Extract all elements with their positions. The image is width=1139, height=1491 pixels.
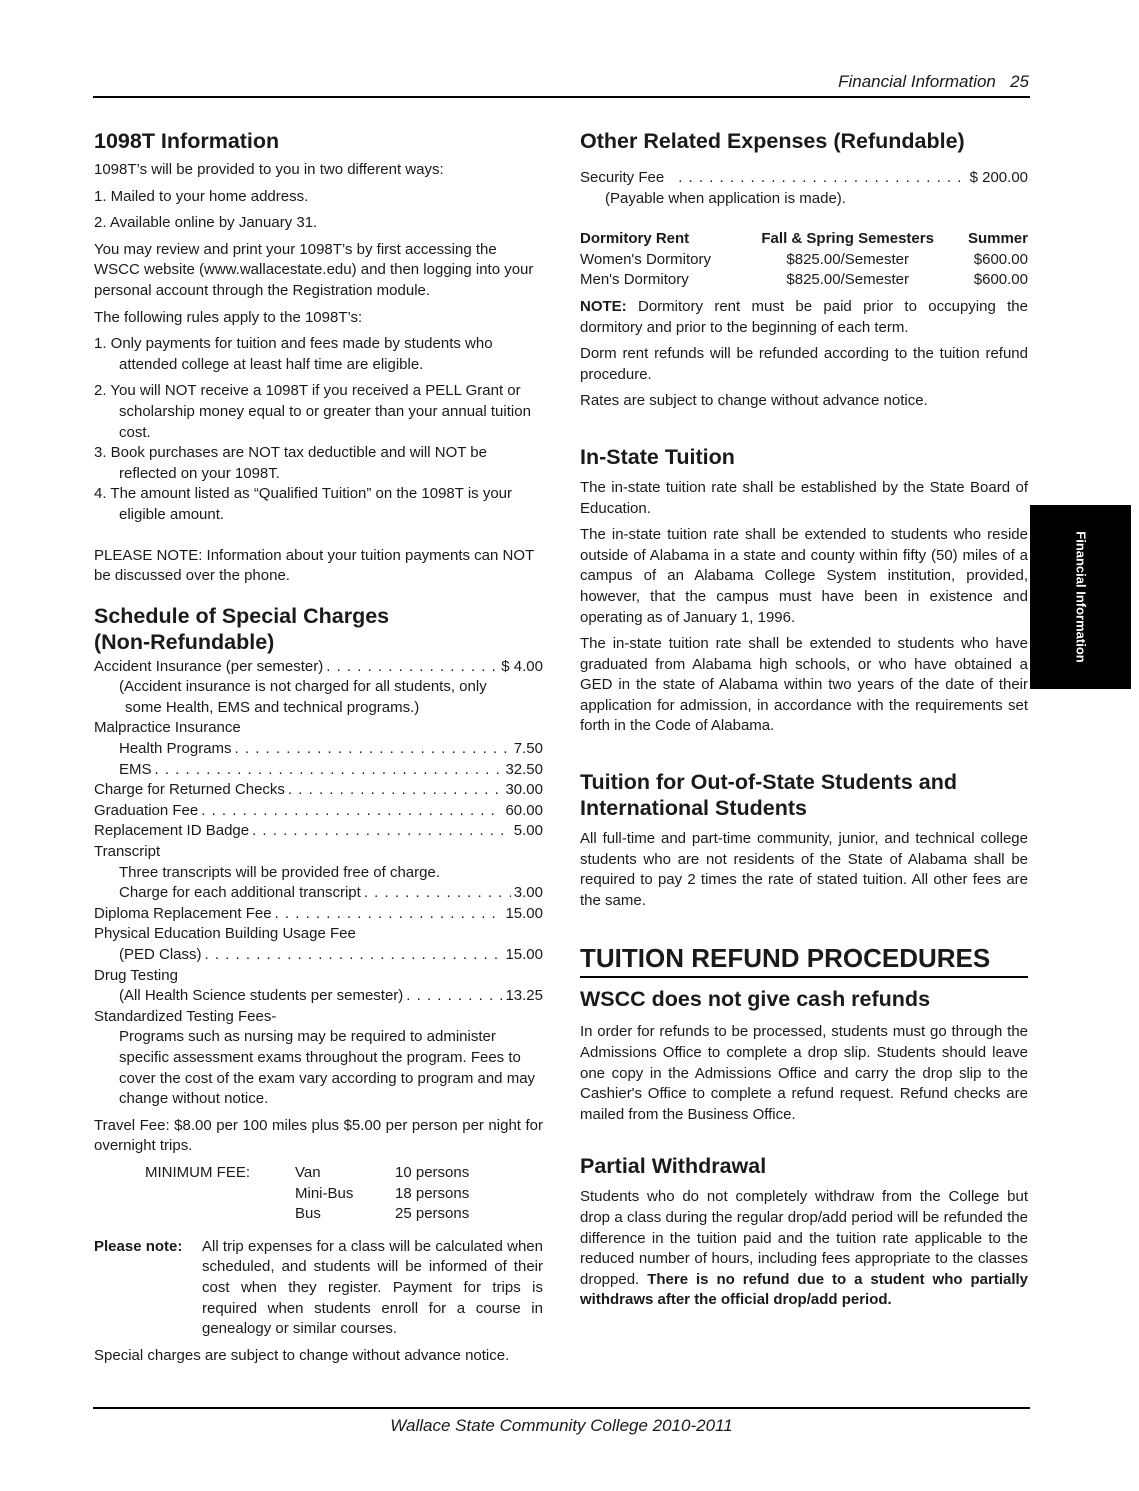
charge-amount: 32.50 [505,760,543,778]
charge-amount: 60.00 [505,801,543,819]
travel-fee: Travel Fee: $8.00 per 100 miles plus $5.00 per person per night for overnight trips. [94,1116,543,1155]
cash-title: WSCC does not give cash refunds [580,987,931,1012]
charge-label: Charge for Returned Checks [94,781,285,799]
charge-transcript [94,883,543,904]
charge-security [580,168,1028,189]
vehicle-type: Van [295,1163,321,1181]
travel-row-3 [94,1204,543,1225]
testing-text: Programs such as nursing may be required to administer specific assessment exams throughout the program. Fees to cover the cost of the exam vary according to program and may change without notice. [119,1028,536,1108]
special-subject: Special charges are subject to change without advance notice. [94,1346,510,1364]
charge-amount: 15.00 [505,946,543,963]
dorm-note-label: NOTE: [580,297,627,315]
charge-health [94,739,543,760]
dorm-header-row [580,229,1028,250]
instate-p2: The in-state tuition rate shall be extended to students who reside outside of Alabama in a state and county within fifty (50) miles of a campus of an Alabama College System institution, provided, however, that the campus must have been in existence and operating as of January 1, 1996. [580,526,1028,626]
outstate-title-line2: International Students [580,796,807,821]
t1098-title: 1098T Information [94,129,280,153]
charge-label: Diploma Replacement Fee [94,904,272,922]
header-rule [93,96,1030,98]
partial-text-body: Students who do not completely withdraw from the College but drop a class during the regular drop/add period will be refunded the difference in the tuition paid and the tuition rate applicable to the reduced number of hours, including fees appropriate to the classes dropped. [580,1188,1028,1288]
pe-label: Physical Education Building Usage Fee [94,925,356,943]
charge-id-badge [94,821,543,842]
dorm-cell: Women's Dormitory [580,250,711,268]
charge-amount: 7.50 [513,740,543,758]
table-row [580,250,1028,271]
t1098-rule-4: 4. The amount listed as “Qualified Tuition” on the 1098T is your eligible amount. [94,485,513,523]
vehicle-persons: 10 persons [395,1163,470,1181]
dorm-rates: Rates are subject to change without advance notice. [580,392,928,410]
t1098-way-2: 2. Available online by January 31. [94,214,318,232]
dorm-header: Dormitory Rent [580,230,690,248]
outstate-title-line1: Tuition for Out-of-State Students and [580,770,957,795]
dorm-cell: $825.00/Semester [786,250,909,268]
vehicle-type: Mini-Bus [295,1184,354,1202]
running-header [838,72,1029,92]
partial-text-bold: There is no refund due to a student who partially withdraws after the official drop/add period. [580,1270,1029,1309]
charge-amount: $ 4.00 [501,657,543,675]
t1098-review: You may review and print your 1098T’s by first accessing the WSCC website (www.wallacestate.edu) and then logging into your personal account through the Registration module. [94,240,534,299]
security-note: (Payable when application is made). [605,189,846,207]
charge-amount: $ 200.00 [969,169,1028,186]
vehicle-persons: 25 persons [395,1205,470,1223]
t1098-intro: 1098T’s will be provided to you in two different ways: [94,161,444,178]
vehicle-type: Bus [295,1205,321,1223]
t1098-rule-3: 3. Book purchases are NOT tax deductible and will NOT be reflected on your 1098T. [94,444,487,482]
t1098-rule-2: 2. You will NOT receive a 1098T if you received a PELL Grant or scholarship money equal to or greater than your annual tuition cost. [94,382,531,441]
instate-p3: The in-state tuition rate shall be extended to students who have graduated from Alabama high schools, or who have obtained a GED in the state of Alabama within two years of the date of their application for admission, in accordance with the requirements set forth in the Code of Alabama. [580,635,1028,735]
charge-drug [94,986,543,1007]
charge-label: Graduation Fee [94,801,199,819]
partial-text [580,1187,1028,1311]
charge-amount: 30.00 [505,781,543,799]
trip-note [94,1237,543,1340]
charge-diploma [94,904,543,925]
minimum-fee-label: MINIMUM FEE: [145,1163,250,1181]
dorm-cell: $825.00/Semester [786,271,909,289]
transcript-free: Three transcripts will be provided free of charge. [119,863,440,881]
trip-note-label: Please note: [94,1237,183,1255]
side-tab-label: Financial Information [1073,531,1088,663]
side-tab [1030,505,1131,689]
dorm-note-text: Dormitory rent must be paid prior to occupying the dormitory and prior to the beginning of each term. [580,297,1028,336]
charge-amount: 3.00 [513,884,543,902]
malpractice-label: Malpractice Insurance [94,719,241,737]
dorm-cell: Men's Dormitory [580,271,689,289]
refund-title: TUITION REFUND PROCEDURES [580,943,1028,978]
special-title-line2: (Non-Refundable) [94,629,275,654]
dorm-note [580,297,1028,338]
footer-rule [93,1407,1030,1409]
transcript-label: Transcript [94,843,161,861]
charge-amount: 15.00 [505,904,543,922]
vehicle-persons: 18 persons [395,1184,470,1202]
t1098-rules-intro: The following rules apply to the 1098T’s: [94,308,363,326]
charge-amount: 13.25 [505,987,543,1005]
dorm-refund: Dorm rent refunds will be refunded according to the tuition refund procedure. [580,345,1028,383]
testing-label: Standardized Testing Fees- [94,1007,277,1025]
accident-note-1: (Accident insurance is not charged for all students, only [119,678,487,696]
special-title-line1: Schedule of Special Charges [94,603,390,628]
other-title: Other Related Expenses (Refundable) [580,129,965,153]
charge-returned [94,780,543,801]
charge-label: (PED Class) [119,946,202,963]
drug-label: Drug Testing [94,966,178,984]
charge-label: Health Programs [119,740,232,758]
trip-note-text: All trip expenses for a class will be calculated when scheduled, and students will be informed of their cost when they register. Payment for trips is required when students enroll for a course in genealogy or similar courses. [202,1237,543,1338]
cash-text: In order for refunds to be processed, students must go through the Admissions Office to complete a drop slip. Students should leave one copy in the Admissions Office and carry the drop slip to the Cashier's Office to complete a refund request. Refund checks are mailed from the Business Office. [580,1023,1028,1123]
travel-row-2 [94,1184,543,1205]
charge-graduation [94,801,543,822]
dorm-header: Fall & Spring Semesters [761,230,934,248]
charge-label: Charge for each additional transcript [119,884,361,902]
charge-accident [94,657,543,678]
charge-ped [94,945,543,966]
table-row [580,270,1028,291]
partial-title: Partial Withdrawal [580,1154,767,1179]
running-footer: Wallace State Community College 2010-2011 [390,1416,733,1435]
header-section: Financial Information [838,72,996,91]
instate-p1: The in-state tuition rate shall be established by the State Board of Education. [580,478,1028,517]
charge-label: Accident Insurance (per semester) [94,657,324,675]
t1098-way-1: 1. Mailed to your home address. [94,187,309,205]
instate-title: In-State Tuition [580,444,735,469]
charge-label: Security Fee [580,169,665,186]
charge-label: (All Health Science students per semester) [119,987,404,1005]
outstate-title [580,769,1028,821]
charge-label: Replacement ID Badge [94,822,250,840]
page-number: 25 [1010,72,1029,91]
dorm-cell: $600.00 [973,250,1028,268]
outstate-text: All full-time and part-time community, junior, and technical college students who are not residents of the State of Alabama shall be required to pay 2 times the rate of stated tuition. All other fees are the same. [580,830,1028,909]
special-title [94,603,543,655]
travel-row-1 [94,1163,543,1184]
right-column [580,128,1028,1317]
dorm-header: Summer [967,230,1028,248]
t1098-please-note: PLEASE NOTE: Information about your tuition payments can NOT be discussed over the phone. [94,546,534,585]
accident-note-2: some Health, EMS and technical programs.) [125,698,420,716]
dorm-table [580,229,1028,291]
charge-label: EMS [119,760,152,778]
dorm-cell: $600.00 [973,271,1028,289]
t1098-rule-1: 1. Only payments for tuition and fees made by students who attended college at least half time are eligible. [94,335,493,373]
charge-ems [94,760,543,781]
charge-amount: 5.00 [513,822,543,840]
left-column [94,128,543,1372]
